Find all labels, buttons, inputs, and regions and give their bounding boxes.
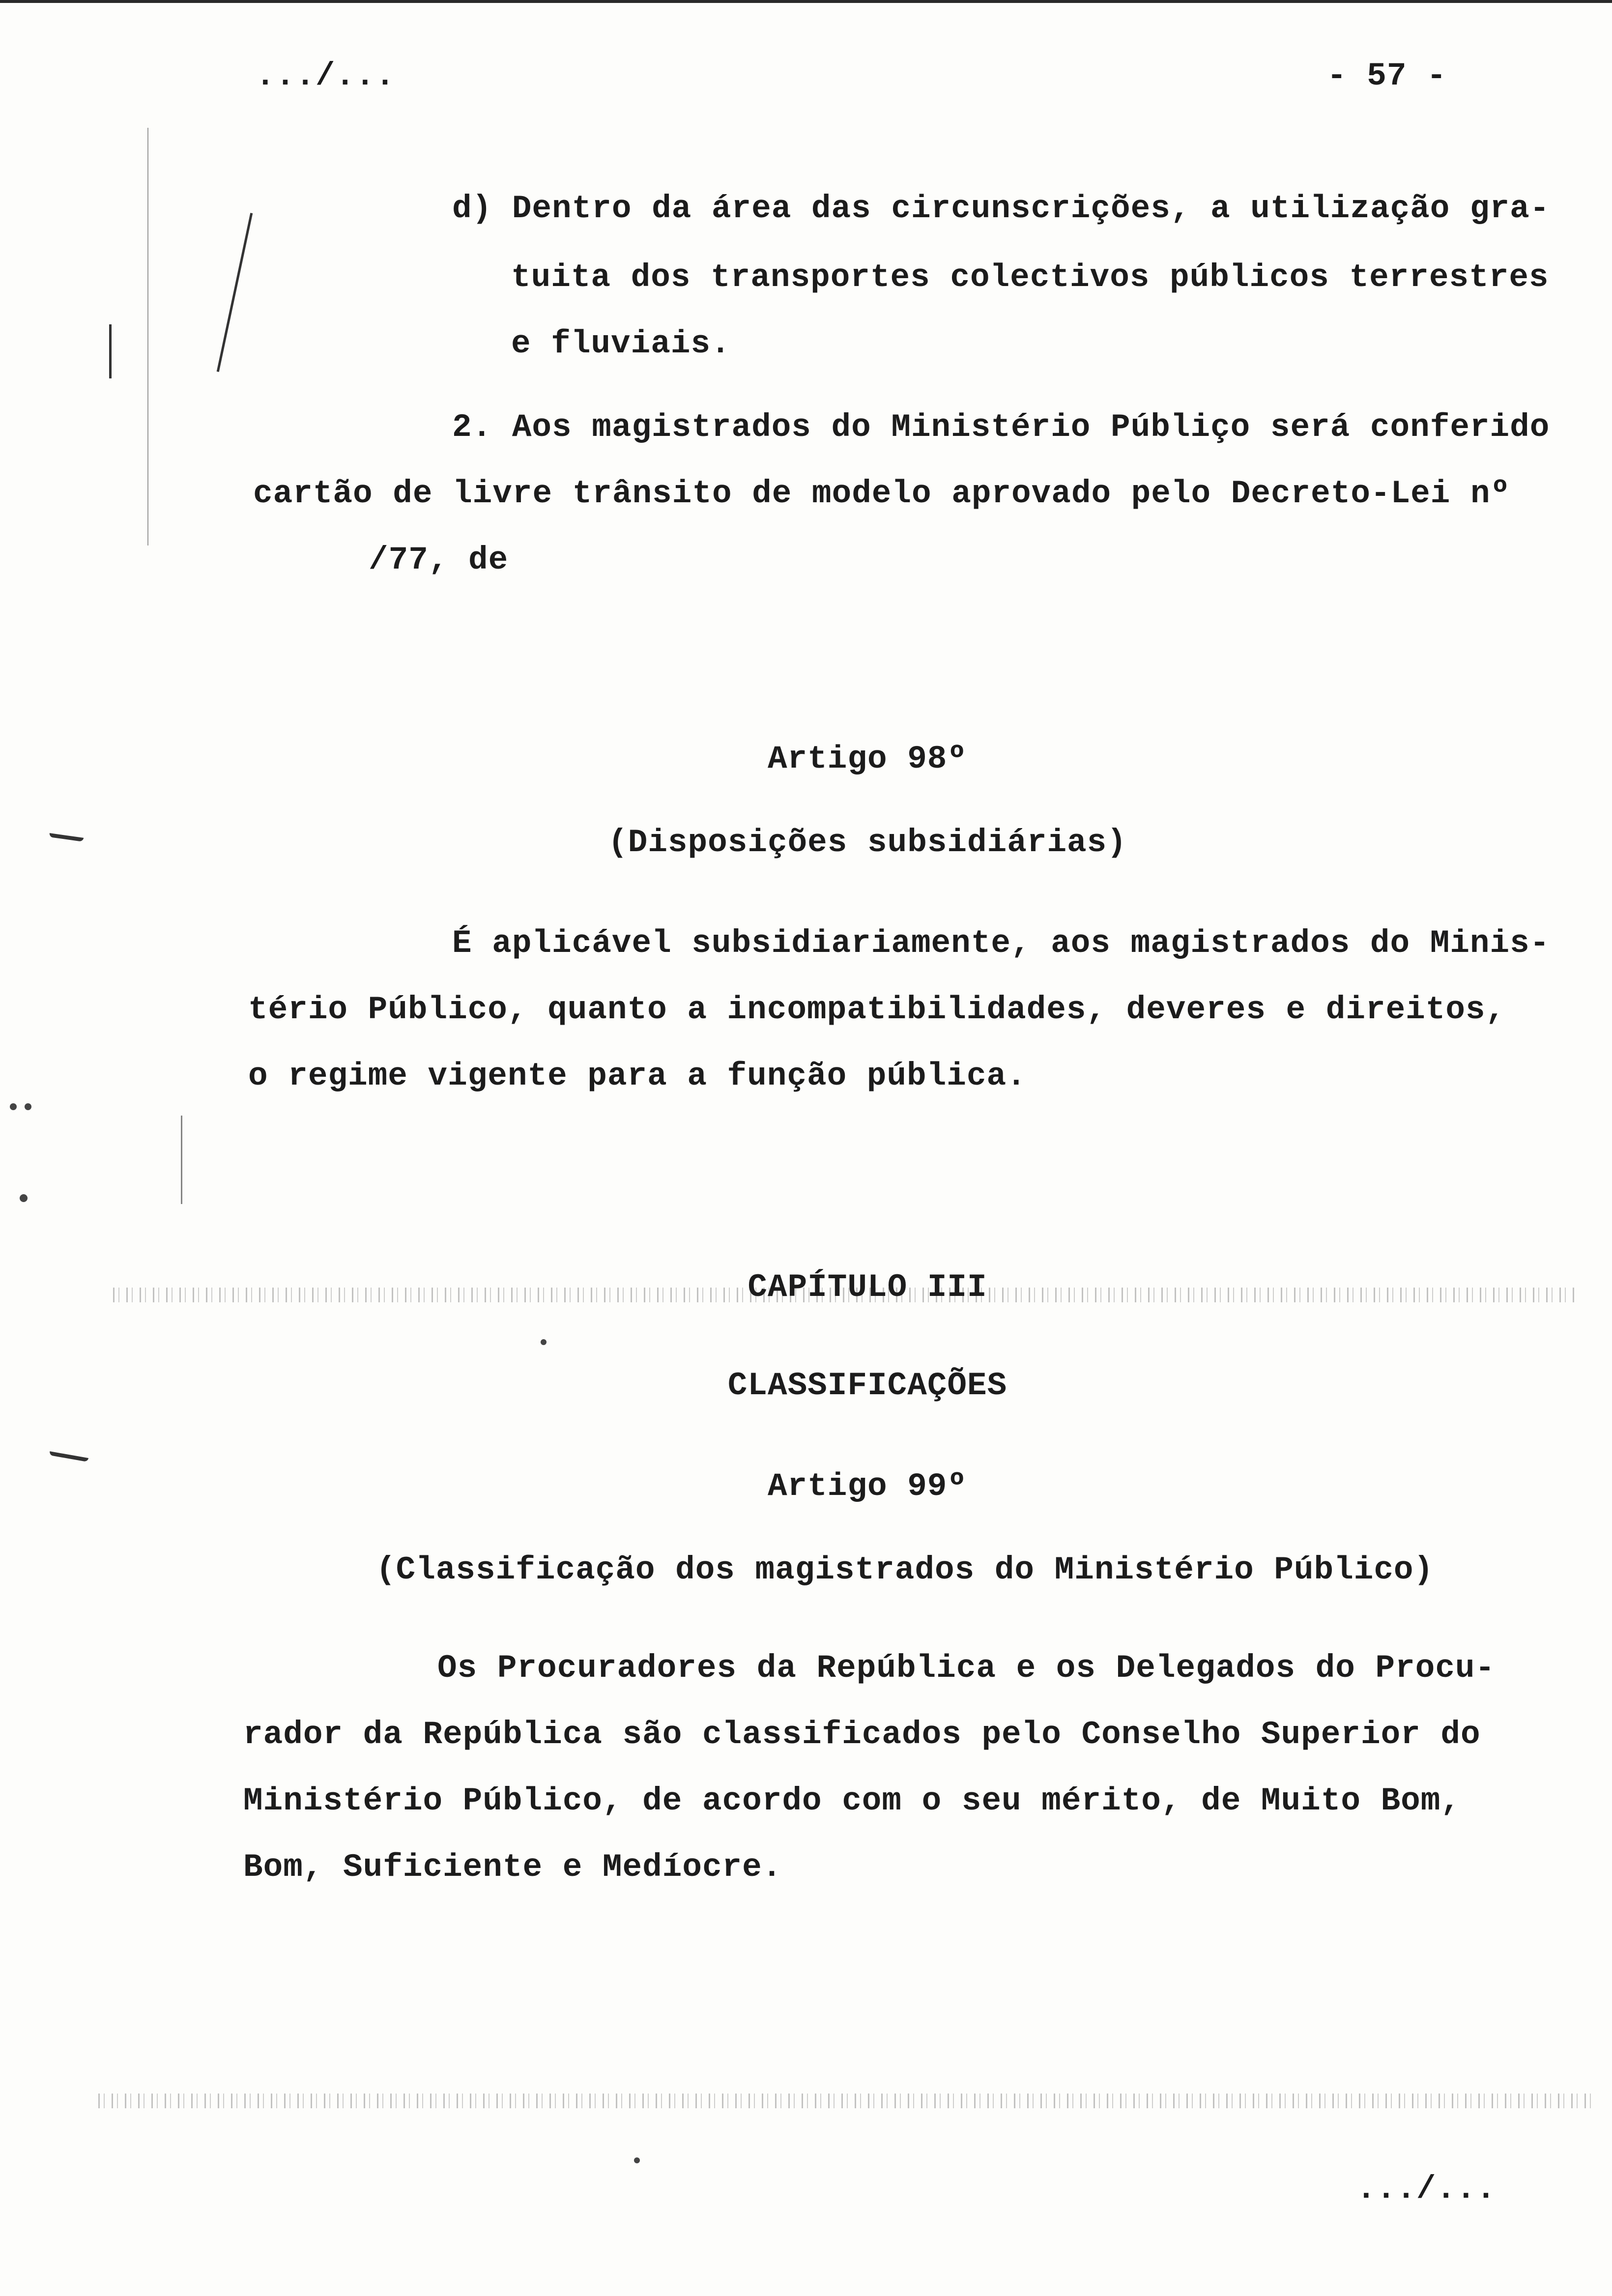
item-2-line-2: cartão de livre trânsito de modelo aprovado pelo Decreto-Lei nº xyxy=(253,475,1511,512)
article-99-line-2: rador da República são classificados pelo Conselho Superior do xyxy=(243,1716,1481,1753)
scan-mark xyxy=(49,1451,88,1462)
article-98-line-2: tério Público, quanto a incompatibilidades, deveres e direitos, xyxy=(248,991,1506,1028)
scan-mark xyxy=(634,2157,640,2163)
item-d-line-3: e fluviais. xyxy=(511,325,731,362)
scan-mark xyxy=(217,213,253,372)
scan-mark xyxy=(49,833,84,842)
article-99-line-1: Os Procuradores da República e os Delegados do Procu- xyxy=(437,1650,1496,1687)
top-border-line xyxy=(0,0,1612,3)
article-99-heading: Artigo 99º xyxy=(767,1468,968,1505)
scan-mark xyxy=(181,1116,182,1204)
article-99-line-4: Bom, Suficiente e Medíocre. xyxy=(243,1849,782,1886)
scan-mark xyxy=(541,1339,547,1345)
article-98-subtitle: (Disposições subsidiárias) xyxy=(608,824,1127,861)
chapter-heading: CAPÍTULO III xyxy=(748,1269,987,1306)
article-98-heading: Artigo 98º xyxy=(767,741,968,777)
article-99-line-3: Ministério Público, de acordo com o seu mérito, de Muito Bom, xyxy=(243,1782,1461,1819)
page-number: - 57 - xyxy=(1327,57,1447,94)
article-98-line-3: o regime vigente para a função pública. xyxy=(248,1058,1027,1094)
scan-mark xyxy=(10,1103,17,1110)
scan-mark xyxy=(147,128,148,545)
footer-continuation-mark: .../... xyxy=(1356,2171,1497,2208)
chapter-title: CLASSIFICAÇÕES xyxy=(727,1367,1008,1404)
scan-mark xyxy=(20,1194,28,1202)
article-99-subtitle: (Classificação dos magistrados do Ministério Público) xyxy=(376,1551,1434,1588)
item-d-line-1: d) Dentro da área das circunscrições, a utilização gra- xyxy=(452,190,1550,227)
item-2-line-3: /77, de xyxy=(369,542,509,578)
header-continuation-mark: .../... xyxy=(256,57,396,94)
scan-mark xyxy=(25,1103,31,1110)
scan-noise xyxy=(98,2094,1597,2108)
scan-mark xyxy=(109,324,112,378)
item-2-line-1: 2. Aos magistrados do Ministério Públiço será conferido xyxy=(452,409,1550,446)
item-d-line-2: tuita dos transportes colectivos públicos terrestres xyxy=(511,259,1549,296)
article-98-line-1: É aplicável subsidiariamente, aos magistrados do Minis- xyxy=(452,925,1550,962)
